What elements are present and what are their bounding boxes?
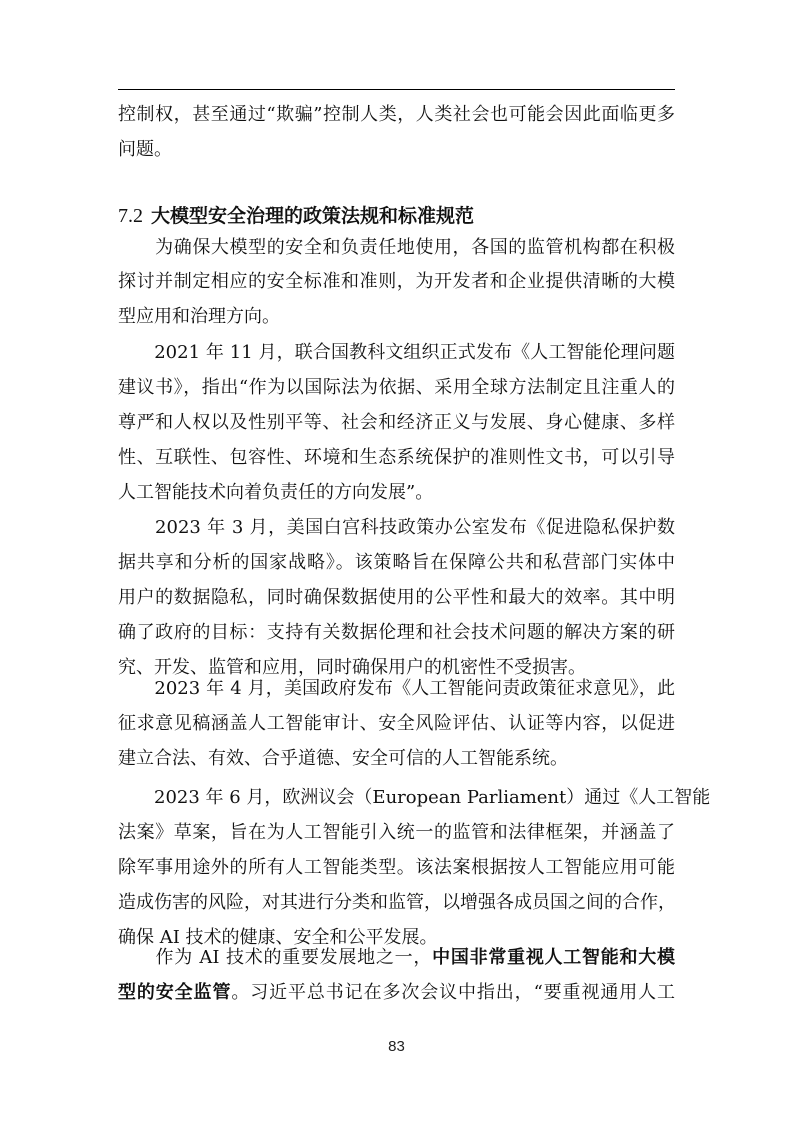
text-line: 控制权，甚至通过“欺骗”控制人类，人类社会也可能会因此面临更多 (118, 104, 675, 125)
text-line: 用户的数据隐私，同时确保数据使用的公平性和最大的效率。其中明 (118, 587, 675, 608)
text-line: 尊严和人权以及性别平等、社会和经济正义与发展、身心健康、多样 (118, 412, 675, 433)
text-line: 建立合法、有效、合乎道德、安全可信的人工智能系统。 (118, 748, 568, 769)
text-line: 2023 年 6 月，欧洲议会（European Parliament）通过《人工智能 (118, 787, 711, 808)
text-bold-emphasis: 型的安全监管 (118, 982, 232, 1003)
text-normal: 作为 AI 技术的重要发展地之一， (118, 947, 433, 968)
text-bold-emphasis: 中国非常重视人工智能和大模 (432, 947, 675, 968)
text-line: 确保 AI 技术的健康、安全和公平发展。 (118, 927, 438, 948)
text-line: 法案》草案，旨在为人工智能引入统一的监管和法律框架，并涵盖了 (118, 822, 675, 843)
text-line: 人工智能技术向着负责任的方向发展”。 (118, 482, 434, 503)
text-line: 究、开发、监管和应用，同时确保用户的机密性不受损害。 (118, 657, 586, 678)
text-line: 除军事用途外的所有人工智能类型。该法案根据按人工智能应用可能 (118, 857, 675, 878)
text-line: 2023 年 3 月，美国白宫科技政策办公室发布《促进隐私保护数 (118, 517, 675, 538)
section-number: 7.2 (118, 205, 143, 227)
header-rule (118, 89, 675, 90)
text-line: 建议书》，指出“作为以国际法为依据、采用全球方法制定且注重人的 (118, 377, 675, 398)
text-line: 2021 年 11 月，联合国教科文组织正式发布《人工智能伦理问题 (118, 342, 675, 363)
text-line: 型应用和治理方向。 (118, 306, 280, 327)
text-line: 为确保大模型的安全和负责任地使用，各国的监管机构都在积极 (118, 237, 675, 258)
text-line: 性、互联性、包容性、环境和生态系统保护的准则性文书，可以引导 (118, 447, 675, 468)
text-line: 问题。 (118, 139, 172, 160)
section-title: 大模型安全治理的政策法规和标准规范 (151, 205, 475, 227)
section-heading (118, 203, 474, 229)
text-line: 据共享和分析的国家战略》。该策略旨在保障公共和私营部门实体中 (118, 552, 675, 573)
text-line: 确了政府的目标：支持有关数据伦理和社会技术问题的解决方案的研 (118, 622, 675, 643)
text-line: 探讨并制定相应的安全标准和准则，为开发者和企业提供清晰的大模 (118, 271, 675, 292)
text-line (118, 981, 675, 1005)
text-line (118, 946, 675, 970)
page-number: 83 (388, 1038, 405, 1055)
text-line: 征求意见稿涵盖人工智能审计、安全风险评估、认证等内容，以促进 (118, 713, 675, 734)
text-normal: 。习近平总书记在多次会议中指出，“要重视通用人工 (231, 982, 676, 1003)
text-line: 2023 年 4 月，美国政府发布《人工智能问责政策征求意见》，此 (118, 678, 675, 699)
text-line: 造成伤害的风险，对其进行分类和监管，以增强各成员国之间的合作， (118, 892, 676, 913)
